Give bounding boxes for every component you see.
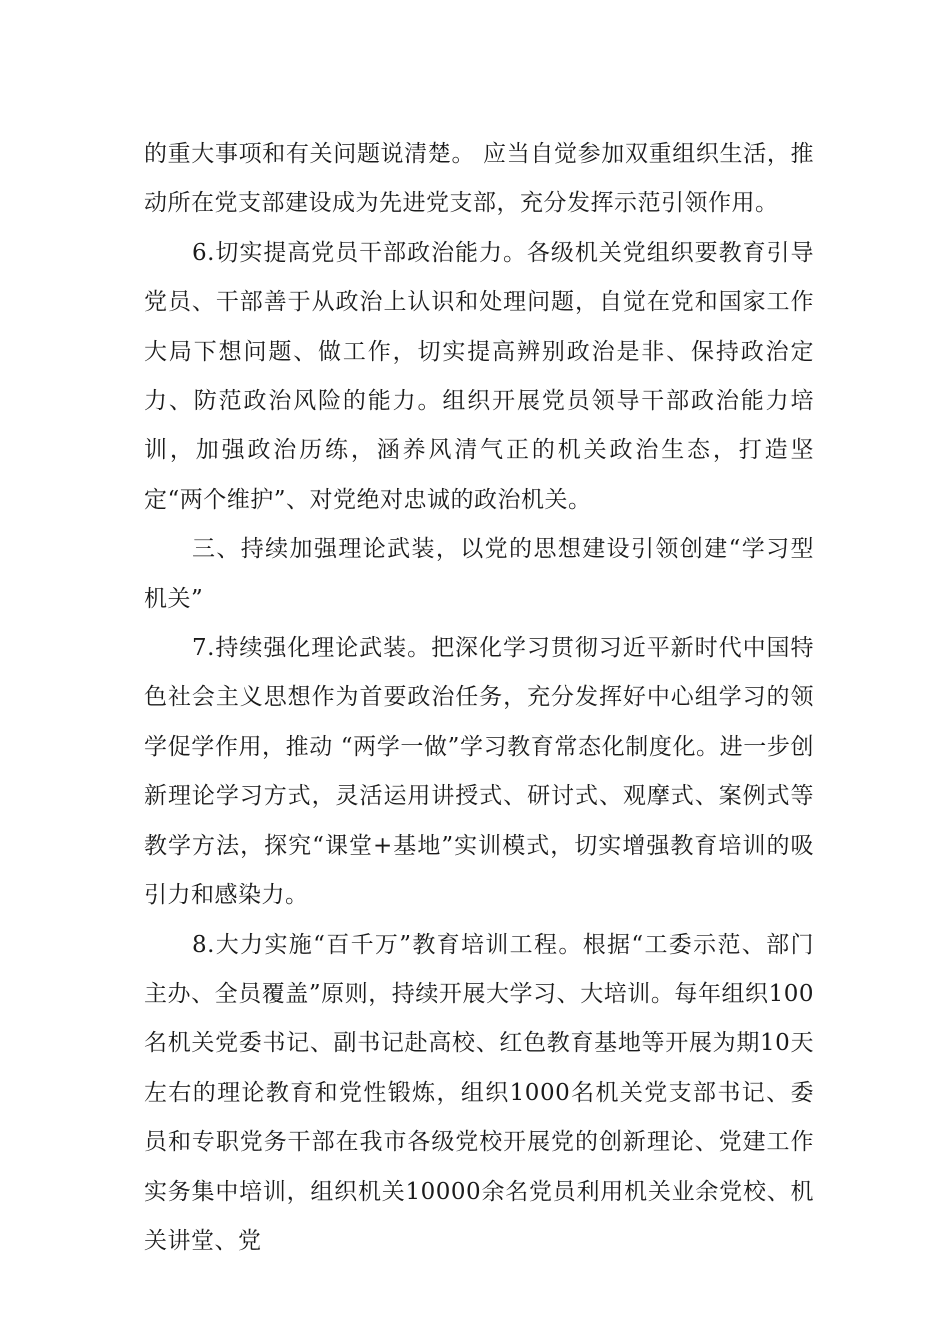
paragraph-item-7: 7.持续强化理论武装。把深化学习贯彻习近平新时代中国特色社会主义思想作为首要政治任务，充分发挥好中心组学习的领学促学作用，推动 “两学一做”学习教育常态化制度化。进一步创新理论学习方式，灵活运用讲授式、研讨式、观摩式、案例式等教学方法，探究“课堂+基地”实训模式，切实增强教育培训的吸引力和感染力。: [144, 635, 814, 909]
section-heading-3: 三、持续加强理论武装，以党的思想建设引领创建“学习型机关”: [144, 536, 814, 612]
paragraph-continuation: 的重大事项和有关问题说清楚。 应当自觉参加双重组织生活，推动所在党支部建设成为先进党支部，充分发挥示范引领作用。: [144, 141, 814, 217]
document-body: [144, 130, 814, 1266]
paragraph-item-8: 8.大力实施“百千万”教育培训工程。根据“工委示范、部门主办、全员覆盖”原则，持续开展大学习、大培训。每年组织100名机关党委书记、副书记赴高校、红色教育基地等开展为期10天左右的理论教育和党性锻炼，组织1000名机关党支部书记、委员和专职党务干部在我市各级党校开展党的创新理论、党建工作实务集中培训，组织机关10000余名党员利用机关业余党校、机关讲堂、党: [144, 931, 814, 1254]
paragraph-item-6: 6.切实提高党员干部政治能力。各级机关党组织要教育引导党员、干部善于从政治上认识和处理问题，自觉在党和国家工作大局下想问题、做工作，切实提高辨别政治是非、保持政治定力、防范政治风险的能力。组织开展党员领导干部政治能力培训，加强政治历练，涵养风清气正的机关政治生态，打造坚定“两个维护”、对党绝对忠诚的政治机关。: [144, 239, 814, 513]
